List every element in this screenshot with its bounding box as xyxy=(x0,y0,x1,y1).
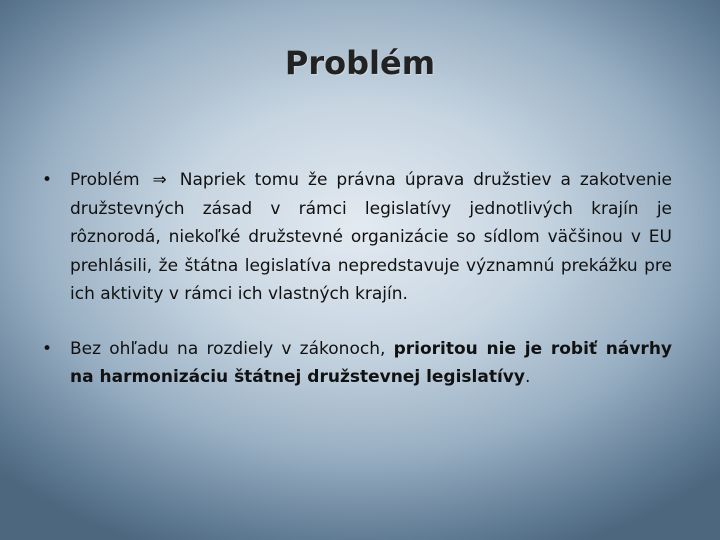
bullet-icon: • xyxy=(42,338,53,359)
arrow-icon: ⇒ xyxy=(152,170,167,190)
bullet-icon: • xyxy=(42,170,53,190)
bullet-text: Napriek tomu že právna úprava družstiev a zakotvenie družstevných zásad v rámci legislatívy jednotlivých krajín je rôznorodá, niekoľké družstevné organizácie so sídlom väčšinou v EU prehlásili, že štátna legislatíva nepredstavuje významnú prekážku pre ich aktivity v rámci ich vlastných krajín. xyxy=(70,170,673,304)
bullet-item-problem xyxy=(42,166,672,309)
slide-title: Problém xyxy=(284,44,436,82)
bullet-list xyxy=(42,166,672,392)
bullet-text-end: . xyxy=(524,367,531,387)
bullet-item-priority xyxy=(42,335,672,392)
bullet-text-bold: prioritou nie je robiť návrhy na harmonizáciu štátnej družstevnej legislatívy xyxy=(70,338,672,387)
bullet-text-plain: Bez ohľadu na rozdiely v zákonoch, xyxy=(70,338,394,359)
bullet-lead: Problém xyxy=(70,170,140,190)
